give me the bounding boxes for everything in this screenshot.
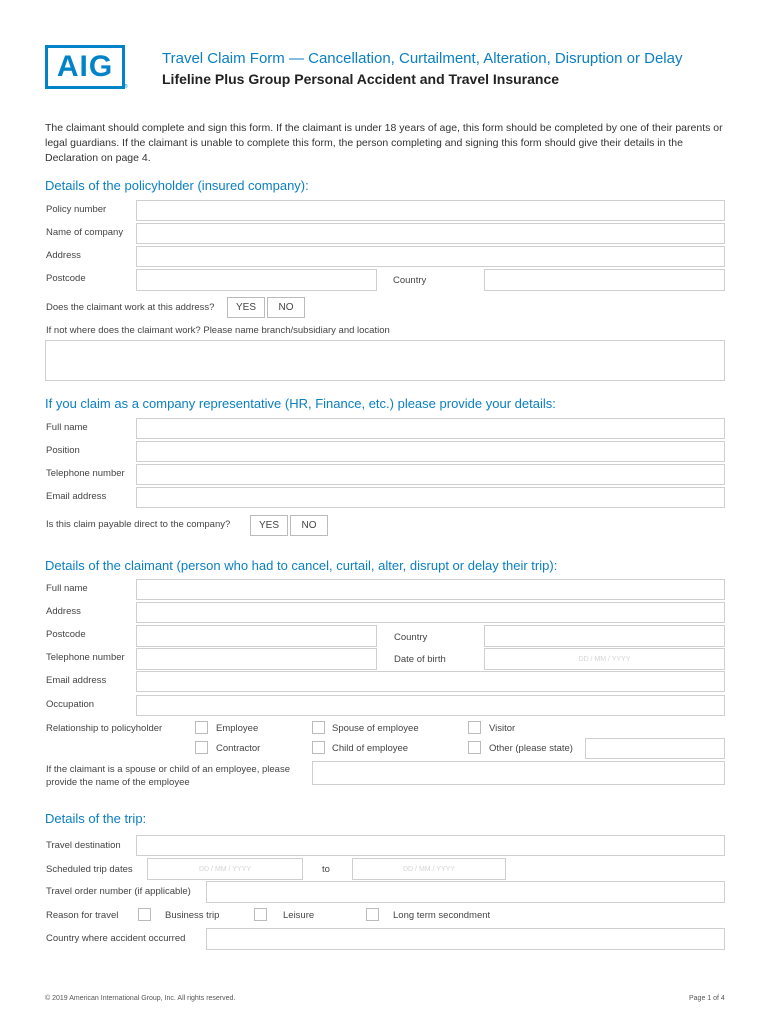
page-number: Page 1 of 4 (689, 995, 725, 1002)
rep-telephone-field[interactable] (136, 464, 725, 485)
label-claimant-postcode: Postcode (46, 629, 86, 640)
company-name-field[interactable] (136, 223, 725, 244)
label-reason-for-travel: Reason for travel (46, 910, 119, 921)
leisure-checkbox[interactable] (254, 908, 267, 921)
work-location-textarea[interactable] (45, 340, 725, 381)
label-travel-destination: Travel destination (46, 840, 121, 851)
label-accident-country: Country where accident occurred (46, 933, 186, 944)
label-visitor: Visitor (489, 723, 516, 734)
label-claimant-telephone: Telephone number (46, 652, 125, 663)
label-child: Child of employee (332, 743, 409, 754)
section-heading-claimant: Details of the claimant (person who had to cancel, curtail, alter, disrupt or delay their trip): (45, 558, 558, 573)
other-relationship-field[interactable] (585, 738, 725, 759)
contractor-checkbox[interactable] (195, 741, 208, 754)
claimant-full-name-field[interactable] (136, 579, 725, 600)
label-spouse: Spouse of employee (332, 723, 419, 734)
claimant-country-field[interactable] (484, 625, 725, 647)
label-employee: Employee (216, 723, 259, 734)
label-business-trip: Business trip (165, 910, 220, 921)
policy-number-field[interactable] (136, 200, 725, 221)
visitor-checkbox[interactable] (468, 721, 481, 734)
label-employee-name: If the claimant is a spouse or child of an employee, please provide the name of the employee (46, 764, 290, 788)
occupation-field[interactable] (136, 695, 725, 716)
intro-text: The claimant should complete and sign this form. If the claimant is under 18 years of age, this form should be completed by one of their parents or legal guardians. If the claimant is unable to complete this form, the person completing and signing this form should give their details in the Declaration on page 4. (45, 122, 723, 164)
registered-mark-icon: ® (124, 84, 128, 90)
rep-position-field[interactable] (136, 441, 725, 462)
label-order-number: Travel order number (if applicable) (46, 886, 191, 897)
label-date-of-birth: Date of birth (394, 654, 446, 665)
copyright-text: © 2019 American International Group, Inc. All rights reserved. (45, 995, 236, 1002)
label-secondment: Long term secondment (393, 910, 491, 921)
spouse-checkbox[interactable] (312, 721, 325, 734)
claimant-address-field[interactable] (136, 602, 725, 623)
label-rep-full-name: Full name (46, 422, 88, 433)
label-other: Other (please state) (489, 743, 573, 754)
label-rep-email: Email address (46, 491, 107, 502)
label-country: Country (393, 275, 427, 286)
accident-country-field[interactable] (206, 928, 725, 950)
rep-full-name-field[interactable] (136, 418, 725, 439)
label-contractor: Contractor (216, 743, 261, 754)
label-work-at-address: Does the claimant work at this address? (46, 302, 215, 313)
claimant-postcode-field[interactable] (136, 625, 377, 647)
label-leisure: Leisure (283, 910, 315, 921)
label-occupation: Occupation (46, 699, 95, 710)
date-of-birth-field[interactable]: DD / MM / YYYY (484, 648, 725, 670)
company-country-field[interactable] (484, 269, 725, 291)
trip-start-date-field[interactable]: DD / MM / YYYY (147, 858, 303, 880)
label-claimant-address: Address (46, 606, 81, 617)
company-address-field[interactable] (136, 246, 725, 267)
label-claimant-email: Email address (46, 675, 107, 686)
claimant-email-field[interactable] (136, 671, 725, 692)
label-claimant-country: Country (394, 632, 428, 643)
section-heading-trip: Details of the trip: (45, 811, 147, 826)
rep-email-field[interactable] (136, 487, 725, 508)
secondment-checkbox[interactable] (366, 908, 379, 921)
label-policy-number: Policy number (46, 204, 107, 215)
label-claimant-full-name: Full name (46, 583, 88, 594)
label-postcode: Postcode (46, 273, 86, 284)
section-heading-representative: If you claim as a company representative (HR, Finance, etc.) please provide your details: (45, 396, 556, 411)
section-heading-policyholder: Details of the policyholder (insured company): (45, 178, 309, 193)
business-trip-checkbox[interactable] (138, 908, 151, 921)
label-company-name: Name of company (46, 227, 124, 238)
travel-destination-field[interactable] (136, 835, 725, 856)
company-postcode-field[interactable] (136, 269, 377, 291)
label-relationship: Relationship to policyholder (46, 723, 163, 734)
label-to: to (322, 864, 330, 875)
label-rep-telephone: Telephone number (46, 468, 125, 479)
work-address-no-button[interactable]: NO (267, 297, 305, 318)
form-subtitle: Lifeline Plus Group Personal Accident and Travel Insurance (162, 71, 560, 87)
label-payable-direct: Is this claim payable direct to the company? (46, 519, 231, 530)
form-title: Travel Claim Form — Cancellation, Curtailment, Alteration, Disruption or Delay (162, 50, 683, 67)
order-number-field[interactable] (206, 881, 725, 903)
child-checkbox[interactable] (312, 741, 325, 754)
payable-yes-button[interactable]: YES (250, 515, 288, 536)
employee-name-field[interactable] (312, 761, 725, 785)
aig-logo: AIG (45, 45, 125, 89)
claimant-telephone-field[interactable] (136, 648, 377, 670)
label-trip-dates: Scheduled trip dates (46, 864, 133, 875)
work-address-yes-button[interactable]: YES (227, 297, 265, 318)
trip-end-date-field[interactable]: DD / MM / YYYY (352, 858, 506, 880)
label-where-work: If not where does the claimant work? Please name branch/subsidiary and location (46, 325, 390, 336)
label-rep-position: Position (46, 445, 80, 456)
payable-no-button[interactable]: NO (290, 515, 328, 536)
label-address: Address (46, 250, 81, 261)
employee-checkbox[interactable] (195, 721, 208, 734)
other-checkbox[interactable] (468, 741, 481, 754)
